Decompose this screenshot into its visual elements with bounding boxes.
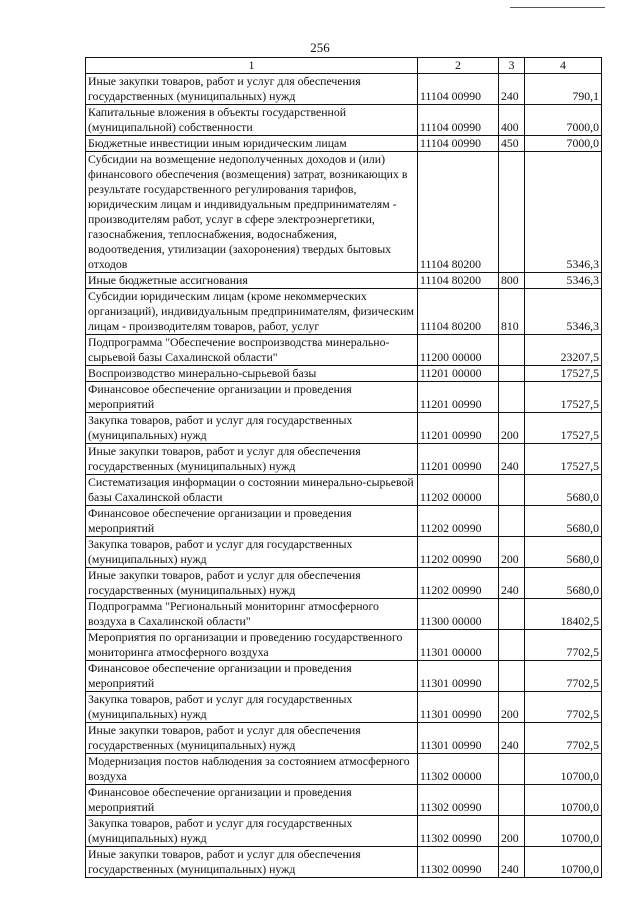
row-amount-cell: 10700,0 — [525, 754, 602, 785]
row-vr-cell — [499, 630, 525, 661]
table-row — [86, 847, 602, 878]
table-row — [86, 785, 602, 816]
table-row — [86, 816, 602, 847]
row-name-cell: Финансовое обеспечение организации и проведения мероприятий — [86, 661, 418, 692]
header-col-4: 4 — [525, 58, 602, 74]
row-name-cell: Иные закупки товаров, работ и услуг для обеспечения государственных (муниципальных) нужд — [86, 723, 418, 754]
row-vr-cell: 200 — [499, 692, 525, 723]
row-name-cell: Подпрограмма "Региональный мониторинг атмосферного воздуха в Сахалинской области" — [86, 599, 418, 630]
table-row — [86, 335, 602, 366]
row-vr-cell: 810 — [499, 289, 525, 335]
table-row — [86, 630, 602, 661]
row-amount-cell: 10700,0 — [525, 847, 602, 878]
row-vr-cell: 240 — [499, 847, 525, 878]
row-code-cell: 11301 00990 — [418, 692, 499, 723]
row-code-cell: 11104 80200 — [418, 289, 499, 335]
row-code-cell: 11104 00990 — [418, 136, 499, 152]
row-vr-cell — [499, 382, 525, 413]
row-vr-cell: 240 — [499, 74, 525, 105]
table-row — [86, 506, 602, 537]
row-code-cell: 11202 00000 — [418, 475, 499, 506]
row-amount-cell: 7702,5 — [525, 630, 602, 661]
row-amount-cell: 7702,5 — [525, 661, 602, 692]
row-vr-cell: 800 — [499, 273, 525, 289]
row-code-cell: 11301 00990 — [418, 661, 499, 692]
table-row — [86, 74, 602, 105]
row-vr-cell: 200 — [499, 537, 525, 568]
row-vr-cell: 240 — [499, 444, 525, 475]
row-amount-cell: 17527,5 — [525, 382, 602, 413]
row-amount-cell: 5346,3 — [525, 289, 602, 335]
row-vr-cell: 400 — [499, 105, 525, 136]
row-code-cell: 11201 00990 — [418, 382, 499, 413]
row-name-cell: Финансовое обеспечение организации и проведения мероприятий — [86, 506, 418, 537]
row-name-cell: Закупка товаров, работ и услуг для государственных (муниципальных) нужд — [86, 816, 418, 847]
row-amount-cell: 7702,5 — [525, 692, 602, 723]
row-vr-cell — [499, 785, 525, 816]
row-name-cell: Иные закупки товаров, работ и услуг для обеспечения государственных (муниципальных) нужд — [86, 568, 418, 599]
row-code-cell: 11302 00000 — [418, 754, 499, 785]
row-name-cell: Закупка товаров, работ и услуг для государственных (муниципальных) нужд — [86, 413, 418, 444]
row-name-cell: Подпрограмма "Обеспечение воспроизводства минерально-сырьевой базы Сахалинской области" — [86, 335, 418, 366]
row-name-cell: Мероприятия по организации и проведению государственного мониторинга атмосферного воздуха — [86, 630, 418, 661]
table-row — [86, 475, 602, 506]
row-code-cell: 11301 00990 — [418, 723, 499, 754]
row-code-cell: 11104 00990 — [418, 105, 499, 136]
table-row — [86, 136, 602, 152]
row-code-cell: 11201 00990 — [418, 444, 499, 475]
budget-table — [85, 57, 602, 878]
row-amount-cell: 10700,0 — [525, 785, 602, 816]
row-amount-cell: 7000,0 — [525, 136, 602, 152]
row-name-cell: Закупка товаров, работ и услуг для государственных (муниципальных) нужд — [86, 692, 418, 723]
row-name-cell: Бюджетные инвестиции иным юридическим лицам — [86, 136, 418, 152]
row-name-cell: Иные закупки товаров, работ и услуг для обеспечения государственных (муниципальных) нужд — [86, 74, 418, 105]
row-vr-cell — [499, 366, 525, 382]
row-vr-cell — [499, 599, 525, 630]
row-amount-cell: 5680,0 — [525, 568, 602, 599]
row-amount-cell: 5680,0 — [525, 475, 602, 506]
table-row — [86, 692, 602, 723]
row-amount-cell: 5346,3 — [525, 152, 602, 273]
row-name-cell: Иные закупки товаров, работ и услуг для обеспечения государственных (муниципальных) нужд — [86, 847, 418, 878]
header-col-1: 1 — [86, 58, 418, 74]
row-name-cell: Модернизация постов наблюдения за состоянием атмосферного воздуха — [86, 754, 418, 785]
table-row — [86, 754, 602, 785]
row-code-cell: 11104 80200 — [418, 152, 499, 273]
row-amount-cell: 18402,5 — [525, 599, 602, 630]
row-vr-cell — [499, 754, 525, 785]
row-amount-cell: 17527,5 — [525, 413, 602, 444]
row-vr-cell — [499, 661, 525, 692]
header-col-3: 3 — [499, 58, 525, 74]
row-amount-cell: 5680,0 — [525, 506, 602, 537]
row-code-cell: 11104 00990 — [418, 74, 499, 105]
table-body — [86, 74, 602, 878]
row-code-cell: 11202 00990 — [418, 568, 499, 599]
row-name-cell: Субсидии на возмещение недополученных доходов и (или) финансового обеспечения (возмещения) затрат, возникающих в результате государственного регулирования тарифов, юридическим лицам и индивидуальным предпринимателям - производителям работ, услуг в сфере электроэнергетики, газоснабжения, теплоснабжения, водоснабжения, водоотведения, утилизации (захоронения) твердых бытовых отходов — [86, 152, 418, 273]
row-code-cell: 11302 00990 — [418, 816, 499, 847]
row-amount-cell: 7702,5 — [525, 723, 602, 754]
row-vr-cell: 200 — [499, 413, 525, 444]
row-amount-cell: 23207,5 — [525, 335, 602, 366]
table-row — [86, 105, 602, 136]
row-amount-cell: 790,1 — [525, 74, 602, 105]
row-amount-cell: 17527,5 — [525, 366, 602, 382]
row-amount-cell: 17527,5 — [525, 444, 602, 475]
table-row — [86, 366, 602, 382]
row-amount-cell: 5680,0 — [525, 537, 602, 568]
header-col-2: 2 — [418, 58, 499, 74]
table-row — [86, 537, 602, 568]
row-code-cell: 11104 80200 — [418, 273, 499, 289]
row-code-cell: 11201 00990 — [418, 413, 499, 444]
row-code-cell: 11300 00000 — [418, 599, 499, 630]
row-name-cell: Капитальные вложения в объекты государственной (муниципальной) собственности — [86, 105, 418, 136]
row-vr-cell — [499, 335, 525, 366]
row-name-cell: Финансовое обеспечение организации и проведения мероприятий — [86, 382, 418, 413]
table-row — [86, 152, 602, 273]
top-decorative-rule — [510, 7, 605, 8]
table-row — [86, 568, 602, 599]
row-code-cell: 11201 00000 — [418, 366, 499, 382]
table-row — [86, 273, 602, 289]
row-name-cell: Систематизация информации о состоянии минерально-сырьевой базы Сахалинской области — [86, 475, 418, 506]
row-code-cell: 11202 00990 — [418, 506, 499, 537]
row-vr-cell: 240 — [499, 568, 525, 599]
row-amount-cell: 7000,0 — [525, 105, 602, 136]
row-amount-cell: 10700,0 — [525, 816, 602, 847]
row-name-cell: Иные бюджетные ассигнования — [86, 273, 418, 289]
row-vr-cell: 450 — [499, 136, 525, 152]
row-name-cell: Финансовое обеспечение организации и проведения мероприятий — [86, 785, 418, 816]
row-vr-cell — [499, 506, 525, 537]
row-code-cell: 11202 00990 — [418, 537, 499, 568]
page-number: 256 — [310, 40, 330, 55]
table-header-row — [86, 58, 602, 74]
row-name-cell: Воспроизводство минерально-сырьевой базы — [86, 366, 418, 382]
row-amount-cell: 5346,3 — [525, 273, 602, 289]
row-vr-cell — [499, 152, 525, 273]
table-row — [86, 723, 602, 754]
row-vr-cell — [499, 475, 525, 506]
row-code-cell: 11302 00990 — [418, 785, 499, 816]
row-vr-cell: 200 — [499, 816, 525, 847]
row-code-cell: 11200 00000 — [418, 335, 499, 366]
table-row — [86, 289, 602, 335]
table-row — [86, 382, 602, 413]
table-row — [86, 661, 602, 692]
row-name-cell: Субсидии юридическим лицам (кроме некоммерческих организаций), индивидуальным предпринимателям, физическим лицам - производителям товаров, работ, услуг — [86, 289, 418, 335]
row-code-cell: 11301 00000 — [418, 630, 499, 661]
table-row — [86, 413, 602, 444]
row-name-cell: Иные закупки товаров, работ и услуг для обеспечения государственных (муниципальных) нужд — [86, 444, 418, 475]
row-name-cell: Закупка товаров, работ и услуг для государственных (муниципальных) нужд — [86, 537, 418, 568]
table-row — [86, 599, 602, 630]
row-vr-cell: 240 — [499, 723, 525, 754]
row-code-cell: 11302 00990 — [418, 847, 499, 878]
table-row — [86, 444, 602, 475]
